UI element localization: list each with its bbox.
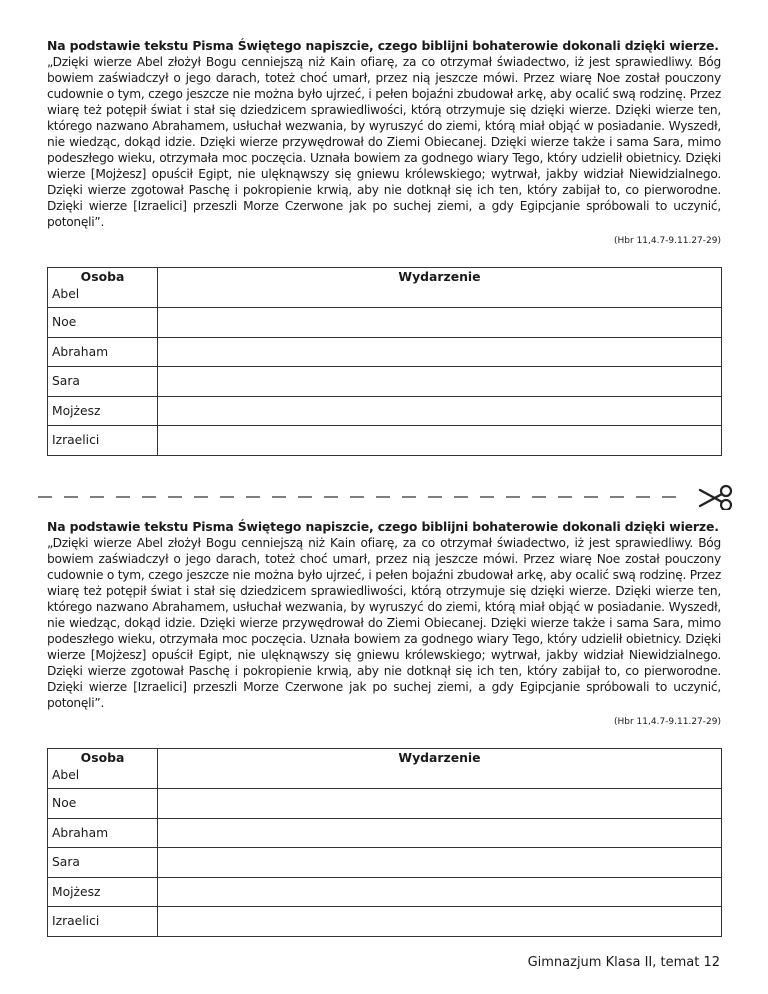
- person-name: Noe: [48, 789, 158, 819]
- event-answer-cell[interactable]: [158, 789, 722, 819]
- scissors-icon: [700, 486, 731, 510]
- table-row: [48, 396, 722, 426]
- event-answer-cell[interactable]: [158, 907, 722, 937]
- cut-line: [38, 480, 738, 510]
- person-name: Izraelici: [48, 907, 158, 937]
- table-row: [48, 337, 722, 367]
- event-answer-cell[interactable]: [158, 426, 722, 456]
- task-heading: Na podstawie tekstu Pisma Świętego napiszcie, czego biblijni bohaterowie dokonali dzięki wierze.: [47, 519, 719, 534]
- column-header-person: Osoba: [48, 268, 158, 288]
- event-answer-cell[interactable]: [158, 308, 722, 338]
- table-row: [48, 426, 722, 456]
- worksheet-section-1: [47, 38, 721, 456]
- person-name: Abraham: [48, 818, 158, 848]
- column-header-person: Osoba: [48, 749, 158, 769]
- scripture-reference: (Hbr 11,4.7-9.11.27-29): [614, 717, 721, 727]
- task-heading: Na podstawie tekstu Pisma Świętego napiszcie, czego biblijni bohaterowie dokonali dzięki wierze.: [47, 38, 719, 53]
- person-name: Mojżesz: [48, 877, 158, 907]
- events-table: [47, 748, 722, 937]
- person-name: Abel: [48, 287, 158, 308]
- scripture-reference: (Hbr 11,4.7-9.11.27-29): [614, 236, 721, 246]
- table-row: [48, 789, 722, 819]
- page-footer: Gimnazjum Klasa II, temat 12: [527, 955, 720, 970]
- scripture-passage: „Dzięki wierze Abel złożył Bogu cenniejszą niż Kain ofiarę, za co otrzymał świadectwo, iż jest sprawiedliwy. Bóg bowiem zaświadczył o jego darach, toteż choć umarł, przez nią jeszcze mówi. Przez wiarę Noe został pouczony cudownie o tym, czego jeszcze nie można było ujrzeć, i pełen bojaźni zbudował arkę, aby ocalić swą rodzinę. Przez wiarę też potępił świat i stał się dziedzicem sprawiedliwości, którą otrzymuje się dzięki wierze. Dzięki wierze ten, którego nazwano Abrahamem, usłuchał wezwania, by wyruszyć do ziemi, którą miał objąć w posiadanie. Wyszedł, nie wiedząc, dokąd idzie. Dzięki wierze przywędrował do Ziemi Obiecanej. Dzięki wierze także i sama Sara, mimo podeszłego wieku, otrzymała moc poczęcia. Uznała bowiem za godnego wiary Tego, który udzielił obietnicy. Dzięki wierze [Mojżesz] opuścił Egipt, nie ulęknąwszy się gniewu królewskiego; wytrwał, jakby widział Niewidzialnego. Dzięki wierze zgotował Paschę i pokropienie krwią, aby nie dotknął się ich ten, który zabijał to, co pierworodne. Dzięki wierze [Izraelici] przeszli Morze Czerwone jak po suchej ziemi, a gdy Egipcjanie spróbowali to uczynić, potonęli”.: [47, 536, 721, 710]
- event-answer-cell[interactable]: [158, 848, 722, 878]
- person-name: Sara: [48, 367, 158, 397]
- event-answer-cell[interactable]: [158, 367, 722, 397]
- person-name: Sara: [48, 848, 158, 878]
- event-answer-cell[interactable]: [158, 287, 722, 308]
- table-row: [48, 768, 722, 789]
- person-name: Abel: [48, 768, 158, 789]
- column-header-event: Wydarzenie: [158, 749, 722, 769]
- worksheet-section-2: [47, 519, 721, 937]
- person-name: Noe: [48, 308, 158, 338]
- table-row: [48, 818, 722, 848]
- person-name: Mojżesz: [48, 396, 158, 426]
- event-answer-cell[interactable]: [158, 877, 722, 907]
- person-name: Abraham: [48, 337, 158, 367]
- column-header-event: Wydarzenie: [158, 268, 722, 288]
- table-row: [48, 848, 722, 878]
- event-answer-cell[interactable]: [158, 768, 722, 789]
- table-row: [48, 367, 722, 397]
- table-row: [48, 308, 722, 338]
- event-answer-cell[interactable]: [158, 337, 722, 367]
- scripture-passage: „Dzięki wierze Abel złożył Bogu cenniejszą niż Kain ofiarę, za co otrzymał świadectwo, iż jest sprawiedliwy. Bóg bowiem zaświadczył o jego darach, toteż choć umarł, przez nią jeszcze mówi. Przez wiarę Noe został pouczony cudownie o tym, czego jeszcze nie można było ujrzeć, i pełen bojaźni zbudował arkę, aby ocalić swą rodzinę. Przez wiarę też potępił świat i stał się dziedzicem sprawiedliwości, którą otrzymuje się dzięki wierze. Dzięki wierze ten, którego nazwano Abrahamem, usłuchał wezwania, by wyruszyć do ziemi, którą miał objąć w posiadanie. Wyszedł, nie wiedząc, dokąd idzie. Dzięki wierze przywędrował do Ziemi Obiecanej. Dzięki wierze także i sama Sara, mimo podeszłego wieku, otrzymała moc poczęcia. Uznała bowiem za godnego wiary Tego, który udzielił obietnicy. Dzięki wierze [Mojżesz] opuścił Egipt, nie ulęknąwszy się gniewu królewskiego; wytrwał, jakby widział Niewidzialnego. Dzięki wierze zgotował Paschę i pokropienie krwią, aby nie dotknął się ich ten, który zabijał to, co pierworodne. Dzięki wierze [Izraelici] przeszli Morze Czerwone jak po suchej ziemi, a gdy Egipcjanie spróbowali to uczynić, potonęli”.: [47, 55, 721, 229]
- table-row: [48, 287, 722, 308]
- event-answer-cell[interactable]: [158, 818, 722, 848]
- events-table: [47, 267, 722, 456]
- table-row: [48, 877, 722, 907]
- person-name: Izraelici: [48, 426, 158, 456]
- table-row: [48, 907, 722, 937]
- event-answer-cell[interactable]: [158, 396, 722, 426]
